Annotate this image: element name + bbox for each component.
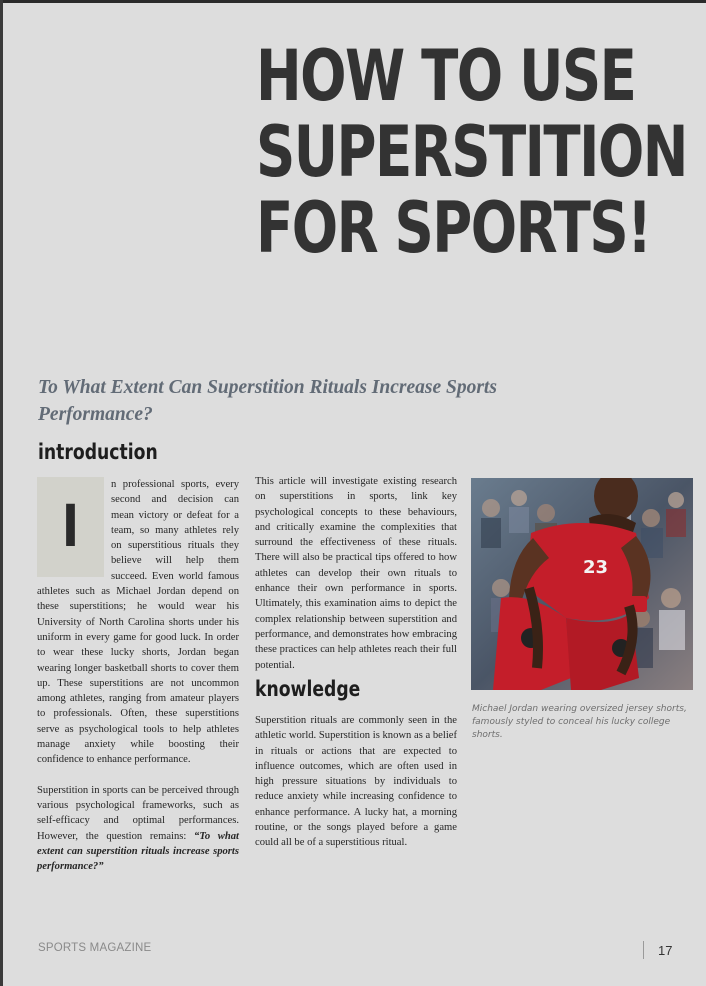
michael-jordan-illustration <box>471 478 693 690</box>
introduction-paragraph-3: This article will investigate existing research on superstitions in sports, link key psychological concepts to these behaviours, and critically examine the complexities that surround the effectiveness of these rituals. There will also be practical tips offered to how athletes can develop their own rituals to enhance their own performance in sports. Ultimately, this examination aims to depict the complex relationship between superstition and performance, and demonstrates how embracing these practices can help athletes reach their full potential. <box>255 476 457 671</box>
title-line-3: FOR SPORTS! <box>256 187 651 269</box>
footer-divider <box>643 941 644 959</box>
knowledge-paragraph: Superstition rituals are commonly seen in the athletic world. Superstition is known as a belief in rituals or actions that are expected to influence outcomes, which are often used in high pressure situations by individuals to reduce anxiety while increasing confidence to enhance performance. A lucky hat, a morning routine, or the songs played before a game could all be of a superstitious ritual. <box>255 715 457 849</box>
introduction-paragraph-1-text: n professional sports, every second and decision can mean victory or defeat for a team, so many athletes rely on superstitious rituals they believe will help them succeed. Even world famous athletes such as Michael Jordan depend on these superstitions; he would wear his University of North Carolina shorts under his uniform in every game for good luck. In order to wear these lucky shorts, Jordan began wearing longer basketball shorts to cover them up. These superstitions are not uncommon among athletes, ranging from amateur players to professionals. Often, these superstitions serve as psychological tools to help athletes manage anxiety while boosting their confidence to enhance performance. <box>37 479 239 766</box>
research-question-quote: “To what extent can superstition rituals increase sports performance?” <box>37 830 239 873</box>
photo-caption: Michael Jordan wearing oversized jersey shorts, famously styled to conceal his lucky college shorts. <box>472 704 687 740</box>
title-line-1: HOW TO USE <box>256 35 636 117</box>
introduction-paragraph-2 <box>37 783 239 875</box>
page-border-left <box>0 0 3 986</box>
jersey-number: 23 <box>583 557 609 578</box>
article-title <box>256 35 693 269</box>
introduction-paragraph-1 <box>37 477 239 768</box>
title-line-2: SUPERSTITION <box>256 111 687 193</box>
drop-cap <box>37 477 104 577</box>
introduction-heading: introduction <box>38 440 158 464</box>
drop-cap-letter: I <box>61 492 80 560</box>
page-number: 17 <box>658 943 673 958</box>
introduction-column <box>37 477 239 874</box>
page-border-top <box>0 0 706 3</box>
introduction-paragraph-2-text: Superstition in sports can be perceived through various psychological frameworks, such as self-efficacy and optimal performances. However, the question remains: <box>37 784 239 842</box>
magazine-name: SPORTS MAGAZINE <box>38 942 152 954</box>
article-subtitle: To What Extent Can Superstition Rituals Increase Sports Performance? <box>38 377 497 425</box>
michael-jordan-photo <box>471 478 693 690</box>
knowledge-heading: knowledge <box>255 677 361 701</box>
